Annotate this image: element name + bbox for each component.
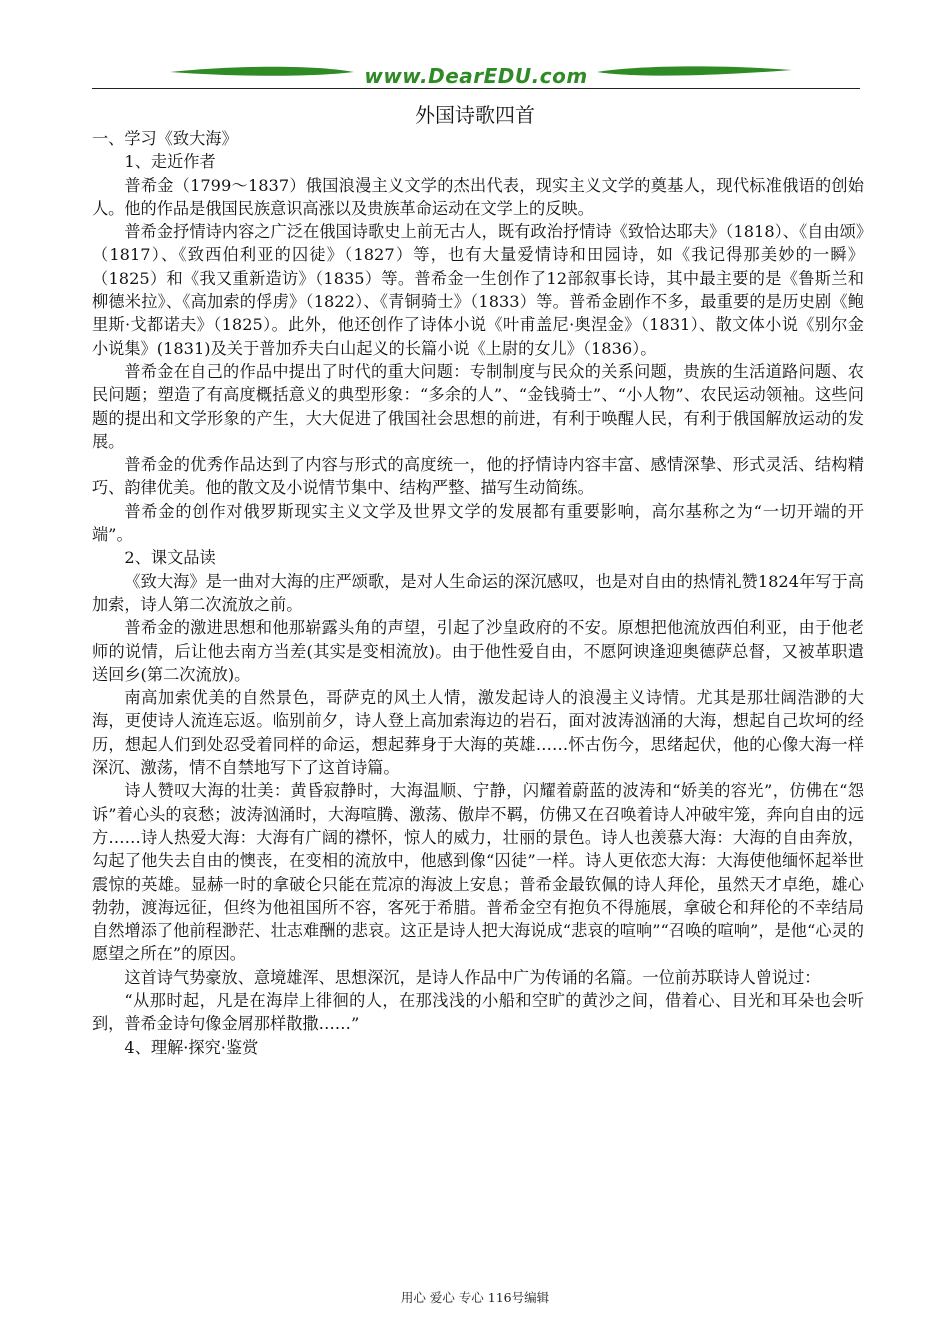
paragraph: 这首诗气势豪放、意境雄浑、思想深沉，是诗人作品中广为传诵的名篇。一位前苏联诗人曾说过： bbox=[124, 967, 821, 987]
subsection-heading: 2、课文品读 bbox=[124, 548, 216, 568]
subsection-heading: 4、理解·探究·鉴赏 bbox=[124, 1037, 259, 1057]
paragraph: 诗人赞叹大海的壮美：黄昏寂静时，大海温顺、宁静，闪耀着蔚蓝的波涛和“娇美的容光”，仿佛在“怨诉”着心头的哀愁；波涛汹涌时，大海喧腾、激荡、傲岸不羁，仿佛又在召唤着诗人冲破牢笼，奔向自由的远方……诗人热爱大海：大海有广阔的襟怀，惊人的威力，壮丽的景色。诗人也羡慕大海：大海的自由奔放，勾起了他失去自由的懊丧，在变相的流放中，他感到像“囚徒”一样。诗人更依恋大海：大海使他缅怀起举世震惊的英雄。显赫一时的拿破仑只能在荒凉的海波上安息；普希金最钦佩的诗人拜伦，虽然天才卓绝，雄心勃勃，渡海远征，但终为他祖国所不容，客死于希腊。普希金空有抱负不得施展，拿破仑和拜伦的不幸结局自然增添了他前程渺茫、壮志难酬的悲哀。这正是诗人把大海说成“悲哀的喧响”“召唤的喧响”，是他“心灵的愿望之所在”的原因。 bbox=[92, 781, 864, 964]
paragraph: 南高加索优美的自然景色，哥萨克的风土人情，激发起诗人的浪漫主义诗情。尤其是那壮阔浩渺的大海，更使诗人流连忘返。临别前夕，诗人登上高加索海边的岩石，面对波涛汹涌的大海，想起自己坎坷的经历，想起人们到处忍受着同样的命运，想起葬身于大海的英雄……怀古伤今，思绪起伏，他的心像大海一样深沉、激荡，情不自禁地写下了这首诗篇。 bbox=[92, 688, 864, 778]
paragraph: 普希金（1799～1837）俄国浪漫主义文学的杰出代表，现实主义文学的奠基人，现代标准俄语的创始人。他的作品是俄国民族意识高涨以及贵族革命运动在文学上的反映。 bbox=[92, 175, 864, 218]
site-banner bbox=[92, 56, 860, 96]
page-footer: 用心 爱心 专心 116号编辑 bbox=[400, 1290, 550, 1305]
document-body bbox=[92, 127, 864, 1059]
subsection-heading: 1、走近作者 bbox=[124, 152, 216, 172]
quotation: “从那时起，凡是在海岸上徘徊的人，在那浅浅的小船和空旷的黄沙之间，借着心、目光和耳朵也会听到，普希金诗句像金屑那样散撒……” bbox=[92, 990, 864, 1034]
paragraph: 《致大海》是一曲对大海的庄严颂歌，是对人生命运的深沉感叹，也是对自由的热情礼赞1824年写于高加索，诗人第二次流放之前。 bbox=[92, 571, 864, 614]
paragraph: 普希金抒情诗内容之广泛在俄国诗歌史上前无古人，既有政治抒情诗《致恰达耶夫》（1818）、《自由颂》（1817）、《致西伯利亚的囚徒》（1827）等，也有大量爱情诗和田园诗，如《我记得那美妙的一瞬》（1825）和《我又重新造访》（1835）等。普希金一生创作了12部叙事长诗，其中最主要的是《鲁斯兰和柳德米拉》、《高加索的俘虏》（1822）、《青铜骑士》（1833）等。普希金剧作不多，最重要的是历史剧《鲍里斯·戈都诺夫》（1825）。此外，他还创作了诗体小说《叶甫盖尼·奥涅金》（1831）、散文体小说《别尔金小说集》(1831)及关于普加乔夫白山起义的长篇小说《上尉的女儿》（1836）。 bbox=[92, 222, 864, 358]
paragraph: 普希金的创作对俄罗斯现实主义文学及世界文学的发展都有重要影响，高尔基称之为“一切开端的开端”。 bbox=[92, 501, 864, 545]
site-url[interactable]: www.DearEDU.com bbox=[364, 64, 588, 88]
paragraph: 普希金的激进思想和他那崭露头角的声望，引起了沙皇政府的不安。原想把他流放西伯利亚，由于他老师的说情，后让他去南方当差(其实是变相流放)。由于他性爱自由，不愿阿谀逢迎奥德萨总督，又被革职遣送回乡(第二次流放)。 bbox=[92, 618, 864, 684]
page-title: 外国诗歌四首 bbox=[415, 103, 535, 127]
section-heading: 一、学习《致大海》 bbox=[92, 129, 238, 148]
paragraph: 普希金的优秀作品达到了内容与形式的高度统一，他的抒情诗内容丰富、感情深挚、形式灵活、结构精巧、韵律优美。他的散文及小说情节集中、结构严整、描写生动简练。 bbox=[92, 455, 864, 498]
header-rule bbox=[92, 88, 860, 89]
paragraph: 普希金在自己的作品中提出了时代的重大问题：专制制度与民众的关系问题，贵族的生活道路问题、农民问题；塑造了有高度概括意义的典型形象：“多余的人”、“金钱骑士”、“小人物”、农民运动领袖。这些问题的提出和文学形象的产生，大大促进了俄国社会思想的前进，有利于唤醒人民，有利于俄国解放运动的发展。 bbox=[92, 361, 864, 451]
